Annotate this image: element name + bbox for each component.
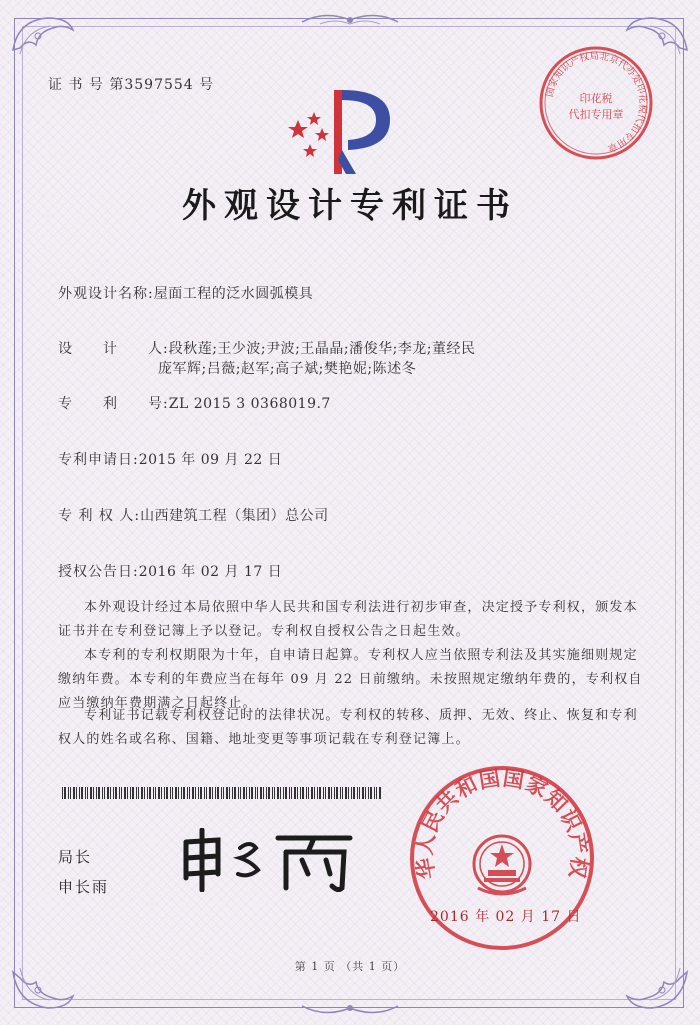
stamp-duty-seal-line2: 代扣专用章 (568, 108, 624, 121)
barcode (62, 784, 382, 796)
application-date-value: 2015 年 09 月 22 日 (138, 452, 283, 468)
patent-number-value: ZL 2015 3 0368019.7 (168, 396, 331, 412)
designers-line1: 段秋莲;王少波;尹波;王晶晶;潘俊华;李龙;董经民 (168, 341, 476, 357)
field-designers-continued (158, 358, 416, 378)
design-name-value: 屋面工程的泛水圆弧模具 (153, 286, 314, 302)
director-signature (178, 828, 358, 892)
certificate-number-label: 证 书 号 第 (48, 77, 125, 93)
official-seal-text: 华人民共和国国家知识产权 (412, 766, 592, 881)
field-patentee (58, 505, 329, 525)
page-number: 第 1 页 （共 1 页） (294, 960, 406, 973)
stamp-duty-seal (537, 44, 655, 162)
seal-date: 2016 年 02 月 17 日 (430, 909, 582, 925)
patentee-label: 专 利 权 人: (58, 508, 141, 524)
national-emblem (474, 836, 530, 894)
application-date-label: 专利申请日: (58, 452, 139, 468)
field-grant-date (58, 561, 282, 581)
designers-line2: 庞军辉;吕薇;赵军;高子斌;樊艳妮;陈述冬 (158, 361, 417, 377)
stamp-duty-seal-ring-text: 国家知识产权局北京代办处印花税代扣专用章 (544, 50, 649, 154)
field-designers (58, 338, 476, 358)
grant-date-label: 授权公告日: (58, 564, 139, 580)
top-center-ornament (300, 10, 400, 32)
field-application-date (58, 449, 282, 469)
bottom-center-ornament (300, 996, 400, 1018)
corner-ornament-top-left (8, 10, 78, 60)
designers-label: 设 计 人: (58, 341, 169, 357)
patent-office-logo (282, 86, 402, 176)
certificate-title: 外观设计专利证书 (182, 186, 518, 226)
grant-date-value: 2016 年 02 月 17 日 (138, 564, 283, 580)
stamp-duty-seal-line1: 印花税 (579, 92, 613, 105)
certificate-number-suffix: 号 (199, 77, 215, 93)
design-name-label: 外观设计名称: (58, 286, 154, 302)
patent-number-label: 专 利 号: (58, 396, 169, 412)
director-title: 局长 (58, 848, 93, 866)
body-paragraph-1: 本外观设计经过本局依照中华人民共和国专利法进行初步审查，决定授予专利权，颁发本证书并在专利登记簿上予以登记。专利权自授权公告之日起生效。 (58, 600, 638, 639)
field-design-name (58, 283, 313, 303)
director-name: 申长雨 (58, 878, 110, 896)
certificate-number-value: 3597554 (124, 77, 194, 93)
patentee-value: 山西建筑工程（集团）总公司 (140, 508, 329, 524)
body-paragraph-2: 本专利的专利权期限为十年，自申请日起算。专利权人应当依照专利法及其实施细则规定缴纳年费。本专利的年费应当在每年 09 月 22 日前缴纳。未按照规定缴纳年费的，专利权自应当缴纳年费期满之日起终止。 (58, 648, 643, 711)
body-paragraph-3: 专利证书记载专利权登记时的法律状况。专利权的转移、质押、无效、终止、恢复和专利权人的姓名或名称、国籍、地址变更等事项记载在专利登记簿上。 (58, 708, 638, 747)
field-patent-number (58, 393, 331, 413)
certificate-number (48, 74, 214, 94)
